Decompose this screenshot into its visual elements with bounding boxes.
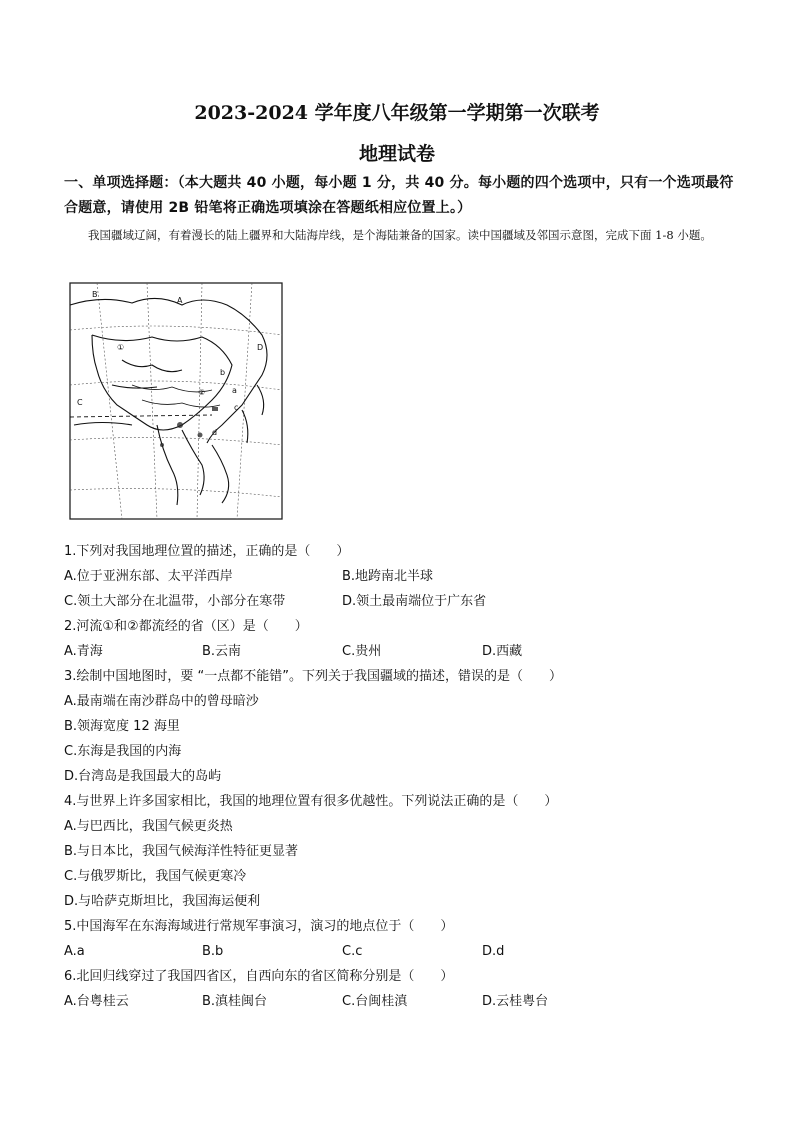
question-3-stem: 3.绘制中国地图时，要 “一点都不能错”。下列关于我国疆域的描述，错误的是（ ） — [64, 669, 563, 684]
map-label-a-lower: a — [232, 386, 237, 395]
question-3-option-b[interactable]: B.领海宽度 12 海里 — [64, 719, 180, 734]
map-label-b-lower: b — [220, 368, 226, 377]
question-1-option-b[interactable]: B.地跨南北半球 — [342, 569, 434, 584]
exam-title: 2023-2024 学年度八年级第一学期第一次联考 — [194, 102, 600, 124]
question-4-option-a[interactable]: A.与巴西比，我国气候更炎热 — [64, 819, 233, 834]
exam-subject: 地理试卷 — [358, 143, 435, 165]
map-frame — [70, 283, 282, 519]
intro-paragraph: 我国疆域辽阔，有着漫长的陆上疆界和大陆海岸线，是个海陆兼备的国家。读中国疆域及邻国示意图，完成下面 1-8 小题。 — [88, 228, 712, 242]
question-5-option-a[interactable]: A.a — [64, 944, 85, 959]
map-label-d-upper: D — [257, 343, 264, 352]
question-4-option-c[interactable]: C.与俄罗斯比，我国气候更寒冷 — [64, 869, 247, 884]
question-3-option-c[interactable]: C.东海是我国的内海 — [64, 744, 182, 759]
map-label-c-lower: c — [234, 403, 239, 412]
question-2-option-c[interactable]: C.贵州 — [342, 644, 382, 659]
question-4-option-b[interactable]: B.与日本比，我国气候海洋性特征更显著 — [64, 844, 299, 859]
question-3-option-a[interactable]: A.最南端在南沙群岛中的曾母暗沙 — [64, 694, 259, 709]
question-5-option-c[interactable]: C.c — [342, 944, 363, 959]
question-4-option-d[interactable]: D.与哈萨克斯坦比，我国海运便利 — [64, 894, 261, 909]
question-3-option-d[interactable]: D.台湾岛是我国最大的岛屿 — [64, 769, 222, 784]
question-2-option-d[interactable]: D.西藏 — [482, 644, 523, 659]
question-6-option-a[interactable]: A.台粤桂云 — [64, 994, 129, 1009]
question-4-stem: 4.与世界上许多国家相比，我国的地理位置有很多优越性。下列说法正确的是（ ） — [64, 794, 558, 809]
question-5-stem: 5.中国海军在东海海域进行常规军事演习，演习的地点位于（ ） — [64, 919, 454, 934]
question-5-option-b[interactable]: B.b — [202, 944, 224, 959]
map-label-a-upper: A — [177, 296, 183, 305]
question-2-option-b[interactable]: B.云南 — [202, 644, 242, 659]
question-2-stem: 2.河流①和②都流经的省（区）是（ ） — [64, 619, 308, 634]
question-5-option-d[interactable]: D.d — [482, 944, 505, 959]
china-territory-map — [62, 275, 288, 525]
question-6-stem: 6.北回归线穿过了我国四省区，自西向东的省区简称分别是（ ） — [64, 969, 454, 984]
question-1-option-a[interactable]: A.位于亚洲东部、太平洋西岸 — [64, 569, 233, 584]
question-6-option-d[interactable]: D.云桂粤台 — [482, 994, 549, 1009]
section-heading: 一、单项选择题：（本大题共 40 小题，每小题 1 分，共 40 分。每小题的四个选项中，只有一个选项最符合题意，请使用 2B 铅笔将正确选项填涂在答题纸相应位置上。） — [64, 175, 734, 216]
map-figure — [62, 275, 288, 525]
map-label-river-2: ② — [198, 388, 206, 397]
question-1-option-d[interactable]: D.领土最南端位于广东省 — [342, 594, 487, 609]
question-6-option-c[interactable]: C.台闽桂滇 — [342, 994, 408, 1009]
map-label-b-upper: B — [92, 290, 98, 299]
map-label-d-lower: d — [212, 428, 218, 437]
question-1-stem: 1.下列对我国地理位置的描述，正确的是（ ） — [64, 544, 350, 559]
map-label-c-upper: C — [77, 398, 83, 407]
question-1-option-c[interactable]: C.领土大部分在北温带，小部分在寒带 — [64, 594, 286, 609]
question-6-option-b[interactable]: B.滇桂闽台 — [202, 994, 268, 1009]
question-2-option-a[interactable]: A.青海 — [64, 644, 103, 659]
map-label-river-1: ① — [117, 343, 125, 352]
